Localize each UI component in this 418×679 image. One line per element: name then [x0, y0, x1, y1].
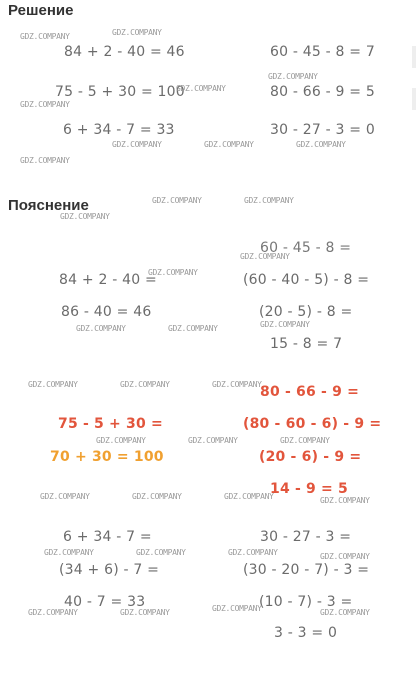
watermark: GDZ.COMPANY [148, 268, 198, 277]
watermark: GDZ.COMPANY [20, 100, 70, 109]
watermark: GDZ.COMPANY [112, 28, 162, 37]
watermark: GDZ.COMPANY [320, 608, 370, 617]
ex2-right-2: (80 - 60 - 6) - 9 = [243, 416, 382, 432]
ex1-left-1: 84 + 2 - 40 = [59, 272, 157, 288]
watermark: GDZ.COMPANY [228, 548, 278, 557]
watermark: GDZ.COMPANY [212, 380, 262, 389]
solution-left-3: 6 + 34 - 7 = 33 [63, 122, 175, 138]
edge-mark [412, 88, 416, 110]
ex3-left-1: 6 + 34 - 7 = [63, 529, 152, 545]
ex2-right-1: 80 - 66 - 9 = [260, 384, 360, 400]
ex2-right-3: (20 - 6) - 9 = [259, 449, 362, 465]
solution-right-2: 80 - 66 - 9 = 5 [270, 84, 375, 100]
solution-left-1: 84 + 2 - 40 = 46 [64, 44, 185, 60]
watermark: GDZ.COMPANY [28, 380, 78, 389]
ex3-left-2: (34 + 6) - 7 = [59, 562, 160, 578]
ex1-right-4: 15 - 8 = 7 [270, 336, 343, 352]
solution-left-2: 75 - 5 + 30 = 100 [55, 84, 185, 100]
watermark: GDZ.COMPANY [136, 548, 186, 557]
watermark: GDZ.COMPANY [120, 608, 170, 617]
watermark: GDZ.COMPANY [320, 552, 370, 561]
watermark: GDZ.COMPANY [280, 436, 330, 445]
watermark: GDZ.COMPANY [96, 436, 146, 445]
watermark: GDZ.COMPANY [176, 84, 226, 93]
watermark: GDZ.COMPANY [20, 32, 70, 41]
ex3-right-1: 30 - 27 - 3 = [260, 529, 352, 545]
ex3-left-3: 40 - 7 = 33 [64, 594, 146, 610]
watermark: GDZ.COMPANY [204, 140, 254, 149]
watermark: GDZ.COMPANY [132, 492, 182, 501]
watermark: GDZ.COMPANY [168, 324, 218, 333]
watermark: GDZ.COMPANY [244, 196, 294, 205]
watermark: GDZ.COMPANY [240, 252, 290, 261]
solution-right-1: 60 - 45 - 8 = 7 [270, 44, 375, 60]
explanation-heading: Пояснение [8, 197, 89, 214]
solution-right-3: 30 - 27 - 3 = 0 [270, 122, 375, 138]
ex1-right-1: 60 - 45 - 8 = [260, 240, 352, 256]
watermark: GDZ.COMPANY [28, 608, 78, 617]
ex1-right-2: (60 - 40 - 5) - 8 = [243, 272, 370, 288]
edge-mark [412, 46, 416, 68]
ex1-right-3: (20 - 5) - 8 = [259, 304, 353, 320]
watermark: GDZ.COMPANY [320, 496, 370, 505]
watermark: GDZ.COMPANY [268, 72, 318, 81]
ex3-right-4: 3 - 3 = 0 [274, 625, 338, 641]
ex1-left-2: 86 - 40 = 46 [61, 304, 152, 320]
watermark: GDZ.COMPANY [40, 492, 90, 501]
watermark: GDZ.COMPANY [44, 548, 94, 557]
watermark: GDZ.COMPANY [20, 156, 70, 165]
ex2-left-2: 70 + 30 = 100 [50, 449, 164, 465]
solution-heading: Решение [8, 2, 74, 19]
watermark: GDZ.COMPANY [224, 492, 274, 501]
watermark: GDZ.COMPANY [152, 196, 202, 205]
watermark: GDZ.COMPANY [120, 380, 170, 389]
ex3-right-3: (10 - 7) - 3 = [259, 594, 353, 610]
watermark: GDZ.COMPANY [112, 140, 162, 149]
ex2-left-1: 75 - 5 + 30 = [58, 416, 163, 432]
watermark: GDZ.COMPANY [296, 140, 346, 149]
watermark: GDZ.COMPANY [60, 212, 110, 221]
watermark: GDZ.COMPANY [260, 320, 310, 329]
watermark: GDZ.COMPANY [188, 436, 238, 445]
ex2-right-4: 14 - 9 = 5 [270, 481, 349, 497]
watermark: GDZ.COMPANY [212, 604, 262, 613]
ex3-right-2: (30 - 20 - 7) - 3 = [243, 562, 370, 578]
watermark: GDZ.COMPANY [76, 324, 126, 333]
